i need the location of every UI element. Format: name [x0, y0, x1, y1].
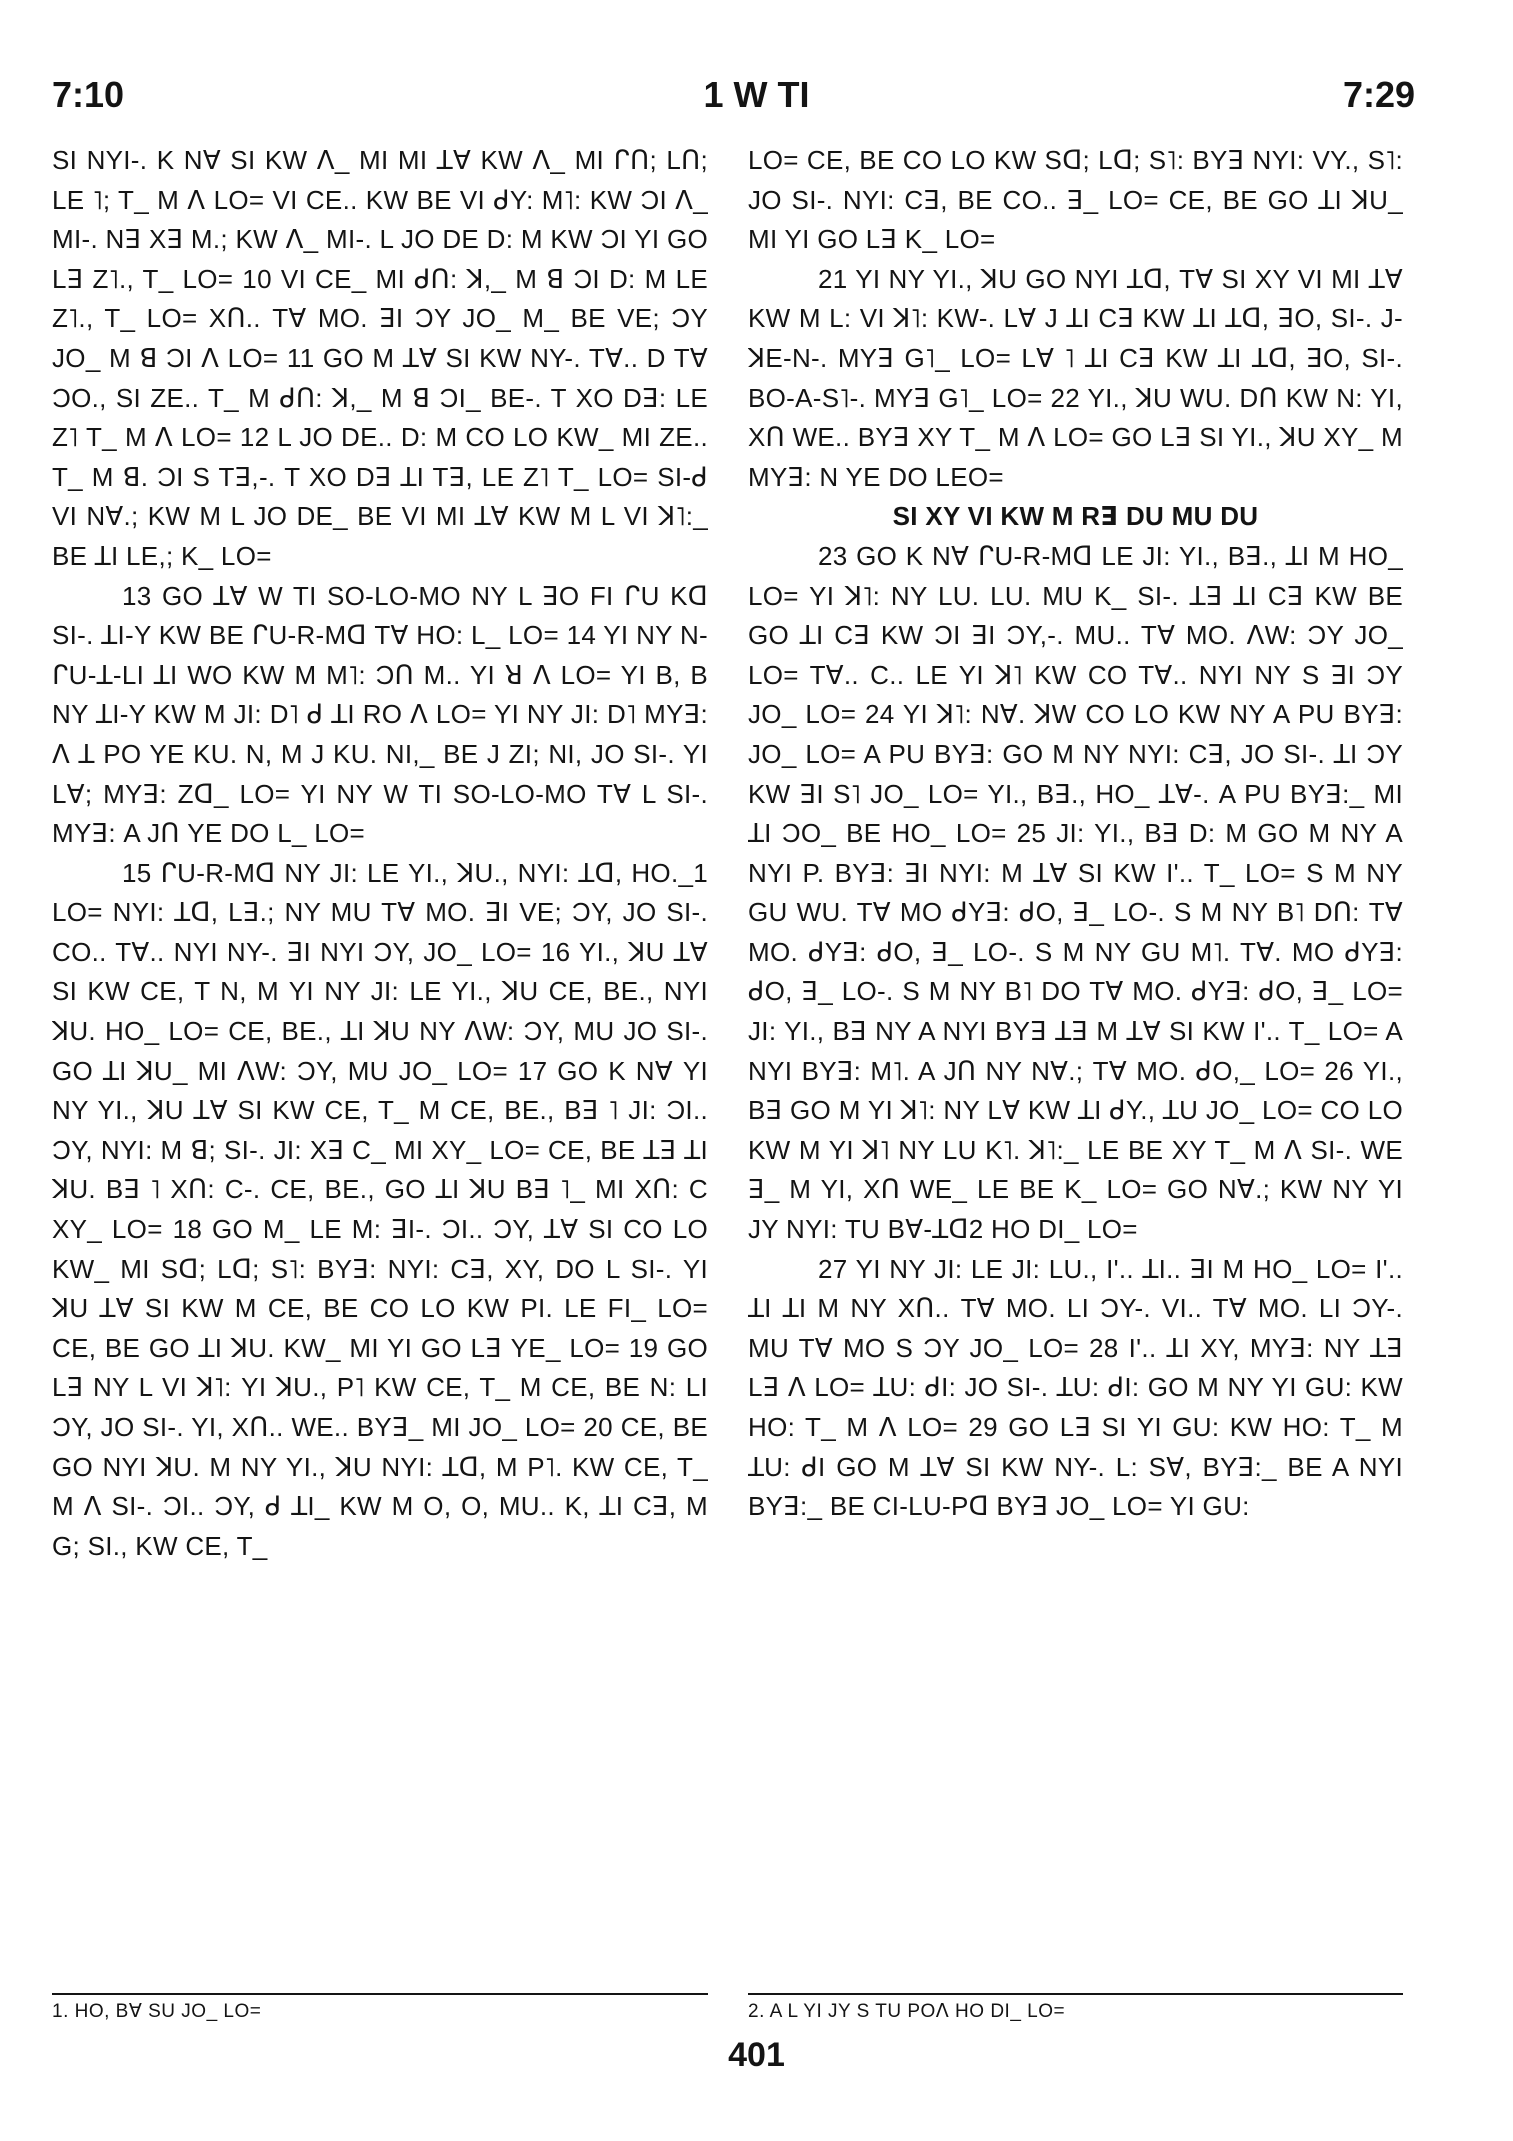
chapter-verse-end: 7:29	[1342, 74, 1415, 115]
paragraph: SI NYI-. K Nꓯ SI KW ꓥ_ MI MI ꓕꓯ KW ꓥ_ MI ᒋᑎ; Lᑎ; LE ˥; T_ M ꓥ LO= VI CE.. KW BE VI ᑯY: M˥: KW ƆI ꓥ_ MI-. Nꓱ Xꓱ M.; KW ꓥ_ MI-. L JO DE D: M KW ƆI YI GO Lꓱ Z˥., T_ LO= 10 VI CE_ MI ᑯᑎ: ꓘ,_ M ꓭ ƆI D: M LE Z˥., T_ LO= Xᑎ.. Tꓯ MO. ꓱI ƆY JO_ M_ BE VE; ƆY JO_ M ꓭ ƆI ꓥ LO= 11 GO M ꓕꓯ SI KW NY-. Tꓯ.. D Tꓯ ƆO., SI ZE.. T_ M ᑯᑎ: ꓘ,_ M ꓭ ƆI_ BE-. T XO Dꓱ: LE Z˥ T_ M ꓥ LO= 12 L JO DE.. D: M CO LO KW_ MI ZE.. T_ M ꓭ. ƆI S Tꓱ,-. T XO Dꓱ ꓕI Tꓱ, LE Z˥ T_ LO= SI-ᑯ VI Nꓯ.; KW M L JO DE_ BE VI MI ꓕꓯ KW M L VI ꓘ˥:_ BE ꓕI LE,; K_ LO=	[52, 145, 708, 571]
left-text-column	[52, 141, 708, 1996]
paragraph: 15 ᒋU-R-Mᗡ NY JI: LE YI., ꓘU., NYI: ꓕᗡ, HO._1 LO= NYI: ꓕᗡ, Lꓱ.; NY MU Tꓯ MO. ꓱI VE; ƆY, JO SI-. CO.. Tꓯ.. NYI NY-. ꓱI NYI ƆY, JO_ LO= 16 YI., ꓘU ꓕꓯ SI KW CE, T N, M YI NY JI: LE YI., ꓘU CE, BE., NYI ꓘU. HO_ LO= CE, BE., ꓕI ꓘU NY ꓥW: ƆY, MU JO SI-. GO ꓕI ꓘU_ MI ꓥW: ƆY, MU JO_ LO= 17 GO K Nꓯ YI NY YI., ꓘU ꓕꓯ SI KW CE, T_ M CE, BE., Bꓱ ˥ JI: ƆI.. ƆY, NYI: M ꓭ; SI-. JI: Xꓱ C_ MI XY_ LO= CE, BE ꓕꓱ ꓕI ꓘU. Bꓱ ˥ Xᑎ: C-. CE, BE., GO ꓕI ꓘU Bꓱ ˥_ MI Xᑎ: C XY_ LO= 18 GO M_ LE M: ꓱI-. ƆI.. ƆY, ꓕꓯ SI CO LO KW_ MI Sᗡ; Lᗡ; S˥: BYꓱ: NYI: Cꓱ, XY, DO L SI-. YI ꓘU ꓕꓯ SI KW M CE, BE CO LO KW PI. LE FI_ LO= CE, BE GO ꓕI ꓘU. KW_ MI YI GO Lꓱ YE_ LO= 19 GO Lꓱ NY L VI ꓘ˥: YI ꓘU., P˥ KW CE, T_ M CE, BE N: LI ƆY, JO SI-. YI, Xᑎ.. WE.. BYꓱ_ MI JO_ LO= 20 CE, BE GO NYI ꓘU. M NY YI., ꓘU NYI: ꓕᗡ, M P˥. KW CE, T_ M ꓥ SI-. ƆI.. ƆY, ᑯ ꓕI_ KW M O, O, MU.. K, ꓕI Cꓱ, M G; SI., KW CE, T_	[52, 857, 708, 1561]
paragraph: 27 YI NY JI: LE JI: LU., I'.. ꓕI.. ꓱI M HO_ LO= I'.. ꓕI ꓕI M NY Xᑎ.. Tꓯ MO. LI ƆY-. VI.. Tꓯ MO. LI ƆY-. MU Tꓯ MO S ƆY JO_ LO= 28 I'.. ꓕI XY, MYꓱ: NY ꓕꓱ Lꓱ ꓥ LO= ꓕU: ᑯI: JO SI-. ꓕU: ᑯI: GO M NY YI GU: KW HO: T_ M ꓥ LO= 29 GO Lꓱ SI YI GU: KW HO: T_ M ꓕU: ᑯI GO M ꓕꓯ SI KW NY-. L: Sꓯ, BYꓱ:_ BE A NYI BYꓱ:_ BE CI-LU-Pᗡ BYꓱ JO_ LO= YI GU:	[748, 1253, 1403, 1522]
chapter-verse-start: 7:10	[52, 74, 125, 115]
right-text-column	[748, 141, 1403, 1996]
section-heading: SI XY VI KW M Rꓱ DU MU DU	[892, 501, 1259, 532]
footnote-divider	[52, 1993, 708, 1995]
paragraph: 21 YI NY YI., ꓘU GO NYI ꓕᗡ, Tꓯ SI XY VI MI ꓕꓯ KW M L: VI ꓘ˥: KW-. Lꓯ J ꓕI Cꓱ KW ꓕI ꓕᗡ, ꓱO, SI-. J-ꓘE-N-. MYꓱ G˥_ LO= Lꓯ ˥ ꓕI Cꓱ KW ꓕI ꓕᗡ, ꓱO, SI-. BO-A-S˥-. MYꓱ G˥_ LO= 22 YI., ꓘU WU. Dᑎ KW N: YI, Xᑎ WE.. BYꓱ XY T_ M ꓥ LO= GO Lꓱ SI YI., ꓘU XY_ M MYꓱ: N YE DO LEO=	[748, 263, 1403, 492]
paragraph: 23 GO K Nꓯ ᒋU-R-Mᗡ LE JI: YI., Bꓱ., ꓕI M HO_ LO= YI ꓘ˥: NY LU. LU. MU K_ SI-. ꓕꓱ ꓕI Cꓱ KW BE GO ꓕI Cꓱ KW ƆI ꓱI ƆY,-. MU.. Tꓯ MO. ꓥW: ƆY JO_ LO= Tꓯ.. C.. LE YI ꓘ˥ KW CO Tꓯ.. NYI NY S ꓱI ƆY JO_ LO= 24 YI ꓘ˥: Nꓯ. ꓘW CO LO KW NY A PU BYꓱ: JO_ LO= A PU BYꓱ: GO M NY NYI: Cꓱ, JO SI-. ꓕI ƆY KW ꓱI S˥ JO_ LO= YI., Bꓱ., HO_ ꓕꓯ-. A PU BYꓱ:_ MI ꓕI ƆO_ BE HO_ LO= 25 JI: YI., Bꓱ D: M GO M NY A NYI P. BYꓱ: ꓱI NYI: M ꓕꓯ SI KW I'.. T_ LO= S M NY GU WU. Tꓯ MO ᑯYꓱ: ᑯO, ꓱ_ LO-. S M NY B˥ Dᑎ: Tꓯ MO. ᑯYꓱ: ᑯO, ꓱ_ LO-. S M NY GU M˥. Tꓯ. MO ᑯYꓱ: ᑯO, ꓱ_ LO-. S M NY B˥ DO Tꓯ MO. ᑯYꓱ: ᑯO, ꓱ_ LO= JI: YI., Bꓱ NY A NYI BYꓱ ꓕꓱ M ꓕꓯ SI KW I'.. T_ LO= A NYI BYꓱ: M˥. A Jᑎ NY Nꓯ.; Tꓯ MO. ᑯO,_ LO= 26 YI., Bꓱ GO M YI ꓘ˥: NY Lꓯ KW ꓕI ᑯY., ꓕU JO_ LO= CO LO KW M YI ꓘ˥ NY LU K˥. ꓘ˥:_ LE BE XY T_ M ꓥ SI-. WE ꓱ_ M YI, Xᑎ WE_ LE BE K_ LO= GO Nꓯ.; KW NY YI JY NYI: TU Bꓯ-ꓕᗡ2 HO DI_ LO=	[748, 540, 1403, 1245]
paragraph: 13 GO ꓕꓯ W TI SO-LO-MO NY L ꓱO FI ᒋU Kᗡ SI-. ꓕI-Y KW BE ᒋU-R-Mᗡ Tꓯ HO: L_ LO= 14 YI NY N-ᒋU-ꓕ-LI ꓕI WO KW M M˥: Ɔᑎ M.. YI ꓤ ꓥ LO= YI B, B NY ꓕI-Y KW M JI: D˥ ᑯ ꓕI RO ꓥ LO= YI NY JI: D˥ MYꓱ: ꓥ ꓕ PO YE KU. N, M J KU. NI,_ BE J ZI; NI, JO SI-. YI Lꓯ; MYꓱ: Zᗡ_ LO= YI NY W TI SO-LO-MO Tꓯ L SI-. MYꓱ: A Jᑎ YE DO L_ LO=	[52, 580, 708, 849]
footnote-divider	[748, 1993, 1403, 1995]
footnote-2: 2. A L YI JY S TU POꓥ HO DI_ LO=	[748, 2001, 1066, 2022]
page-number: 401	[728, 2036, 785, 2074]
book-title: 1 W TI	[703, 74, 810, 115]
footnote-1: 1. HO, Bꓯ SU JO_ LO=	[52, 2001, 262, 2022]
paragraph: LO= CE, BE CO LO KW Sᗡ; Lᗡ; S˥: BYꓱ NYI: VY., S˥: JO SI-. NYI: Cꓱ, BE CO.. ꓱ_ LO= CE, BE GO ꓕI ꓘU_ MI YI GO Lꓱ K_ LO=	[748, 145, 1403, 255]
